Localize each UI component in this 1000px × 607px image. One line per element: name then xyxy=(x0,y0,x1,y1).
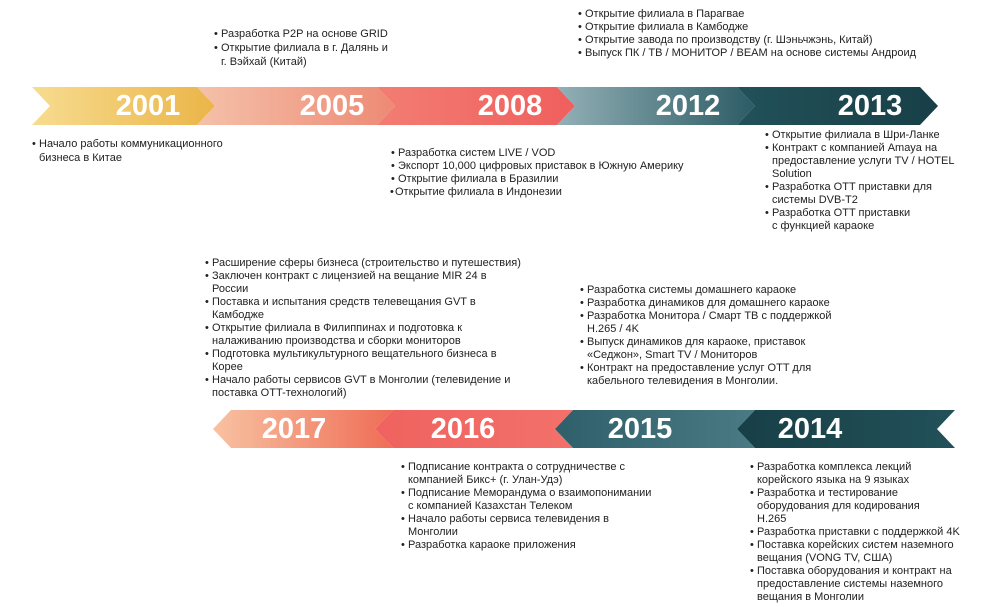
events-2017 xyxy=(205,257,521,400)
year-label-2008: 2008 xyxy=(477,90,543,122)
event-item: • Открытие филиала в г. Далянь и г. Вэйхай (Китай) xyxy=(214,41,388,69)
events-2013 xyxy=(765,129,954,233)
event-item: • Разработка и тестирование оборудования для кодирования H.265 xyxy=(750,487,960,526)
year-label-2013: 2013 xyxy=(837,90,903,122)
event-item: • Выпуск ПК / ТВ / МОНИТОР / BEAM на основе системы Андроид xyxy=(578,47,916,60)
event-item: • Поставка оборудования и контракт на предоставление системы наземного вещания в Монголии xyxy=(750,565,960,604)
event-item: • Разработка OTT приставки для системы DVB-T2 xyxy=(765,181,954,207)
events-2001 xyxy=(32,137,223,165)
events-2016 xyxy=(401,461,651,552)
event-item: • Подписание контракта о сотрудничестве с компанией Бикс+ (г. Улан-Удэ) xyxy=(401,461,651,487)
events-2012 xyxy=(578,8,916,60)
event-item: • Открытие филиала в Парагвае xyxy=(578,8,916,21)
event-item: • Разработка динамиков для домашнего караоке xyxy=(580,297,831,310)
year-label-2016: 2016 xyxy=(430,413,496,445)
year-label-2014: 2014 xyxy=(777,413,843,445)
event-item: • Разработка Монитора / Смарт ТВ с поддержкой H.265 / 4K xyxy=(580,310,831,336)
event-item: • Открытие завода по производству (г. Шэньчжэнь, Китай) xyxy=(578,34,916,47)
year-label-2015: 2015 xyxy=(607,413,673,445)
event-item: • Разработка караоке приложения xyxy=(401,539,651,552)
event-item: • Открытие филиала в Бразилии xyxy=(391,173,684,186)
event-item: • Поставка и испытания средств телевещания GVT в Камбодже xyxy=(205,296,521,322)
event-item: • Выпуск динамиков для караоке, приставок «Седжон», Smart TV / Мониторов xyxy=(580,336,831,362)
event-item: • Разработка системы домашнего караоке xyxy=(580,284,831,297)
event-item: • Поставка корейских систем наземного вещания (VONG TV, США) xyxy=(750,539,960,565)
year-label-2005: 2005 xyxy=(299,90,365,122)
event-item: • Разработка комплекса лекций корейского языка на 9 языках xyxy=(750,461,960,487)
event-item: • Разработка OTT приставки с функцией караоке xyxy=(765,207,954,233)
event-item: • Начало работы коммуникационного бизнеса в Китае xyxy=(32,137,223,165)
event-item: • Открытие филиала в Шри-Ланке xyxy=(765,129,954,142)
event-item: • Заключен контракт с лицензией на вещание MIR 24 в России xyxy=(205,270,521,296)
event-item: • Расширение сферы бизнеса (строительство и путешествия) xyxy=(205,257,521,270)
event-item: • Разработка P2P на основе GRID xyxy=(214,27,388,41)
event-item: • Разработка приставки с поддержкой 4K xyxy=(750,526,960,539)
event-item: • Открытие филиала в Индонезии xyxy=(390,186,684,199)
event-item: • Подписание Меморандума о взаимопонимании с компанией Казахстан Телеком xyxy=(401,487,651,513)
year-label-2012: 2012 xyxy=(655,90,721,122)
event-item: • Начало работы сервиса телевидения в Монголии xyxy=(401,513,651,539)
event-item: • Начало работы сервисов GVT в Монголии (телевидение и поставка OTT-технологий) xyxy=(205,374,521,400)
event-item: • Контракт с компанией Amaya на предоставление услуги TV / HOTEL Solution xyxy=(765,142,954,181)
events-2008 xyxy=(391,147,684,199)
year-label-2017: 2017 xyxy=(261,413,327,445)
event-item: • Подготовка мультикультурного вещательного бизнеса в Корее xyxy=(205,348,521,374)
event-item: • Разработка систем LIVE / VOD xyxy=(391,147,684,160)
event-item: • Экспорт 10,000 цифровых приставок в Южную Америку xyxy=(391,160,684,173)
year-label-2001: 2001 xyxy=(115,90,181,122)
event-item: • Открытие филиала в Филиппинах и подготовка к налаживанию производства и сборки мониторов xyxy=(205,322,521,348)
event-item: • Открытие филиала в Камбодже xyxy=(578,21,916,34)
event-item: • Контракт на предоставление услуг OTT для кабельного телевидения в Монголии. xyxy=(580,362,831,388)
events-2014 xyxy=(750,461,960,604)
events-2015 xyxy=(580,284,831,388)
events-2005 xyxy=(214,27,388,69)
